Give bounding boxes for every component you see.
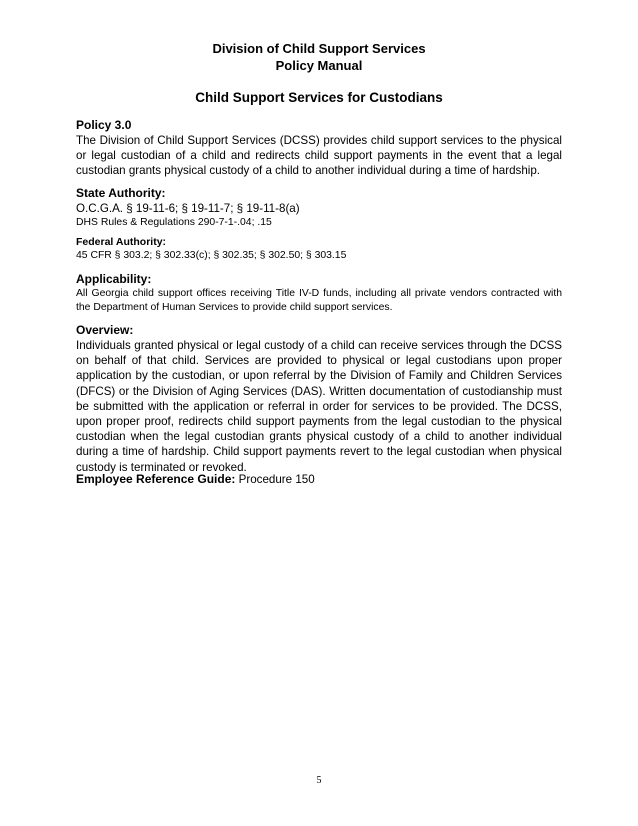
state-authority-code: O.C.G.A. § 19-11-6; § 19-11-7; § 19-11-8(a) <box>76 202 300 215</box>
overview-label: Overview: <box>76 323 134 337</box>
manual-heading: Policy Manual <box>275 58 363 73</box>
policy-label: Policy 3.0 <box>76 118 132 132</box>
page-title: Child Support Services for Custodians <box>195 90 443 105</box>
federal-authority-text: 45 CFR § 303.2; § 302.33(c); § 302.35; § 302.50; § 303.15 <box>76 250 347 261</box>
federal-authority-section <box>76 236 562 263</box>
state-authority-section <box>76 186 562 230</box>
division-heading: Division of Child Support Services <box>212 41 426 56</box>
reference-value: Procedure 150 <box>235 473 315 486</box>
federal-authority-label: Federal Authority: <box>76 236 167 248</box>
overview-text: Individuals granted physical or legal custody of a child can receive services through the DCSS on behalf of that child. Services are provided to physical or legal custodians upon proper application by the custodian, or upon referral by the Division of Family and Children Services (DFCS) or the Division of Aging Services (DAS). Written documentation of custodianship must be submitted with the application or referral in order for services to be provided. The DCSS, upon proper proof, redirects child support payments from the legal custodian to the physical custodian when the legal custodian grants physical custody of a child to another individual during a time of hardship. Child support payments revert to the legal custodian when physical custody is terminated or revoked. <box>76 339 562 474</box>
page-number: 5 <box>316 775 322 786</box>
state-authority-rules: DHS Rules & Regulations 290-7-1-.04; .15 <box>76 217 272 229</box>
overview-section <box>76 323 562 475</box>
policy-text: The Division of Child Support Services (DCSS) provides child support services to the physical or legal custodian of a child and redirects child support payments in the event that a legal custodian grants physical custody of a child to another individual during a time of hardship. <box>76 134 562 178</box>
state-authority-label: State Authority: <box>76 186 166 200</box>
applicability-label: Applicability: <box>76 272 152 286</box>
reference-section <box>76 470 562 488</box>
reference-label: Employee Reference Guide: <box>76 472 236 486</box>
applicability-section <box>76 272 562 315</box>
applicability-text: All Georgia child support offices receiving Title IV-D funds, including all private vendors contracted with the Department of Human Services to provide child support services. <box>76 288 562 313</box>
policy-section <box>76 118 562 179</box>
